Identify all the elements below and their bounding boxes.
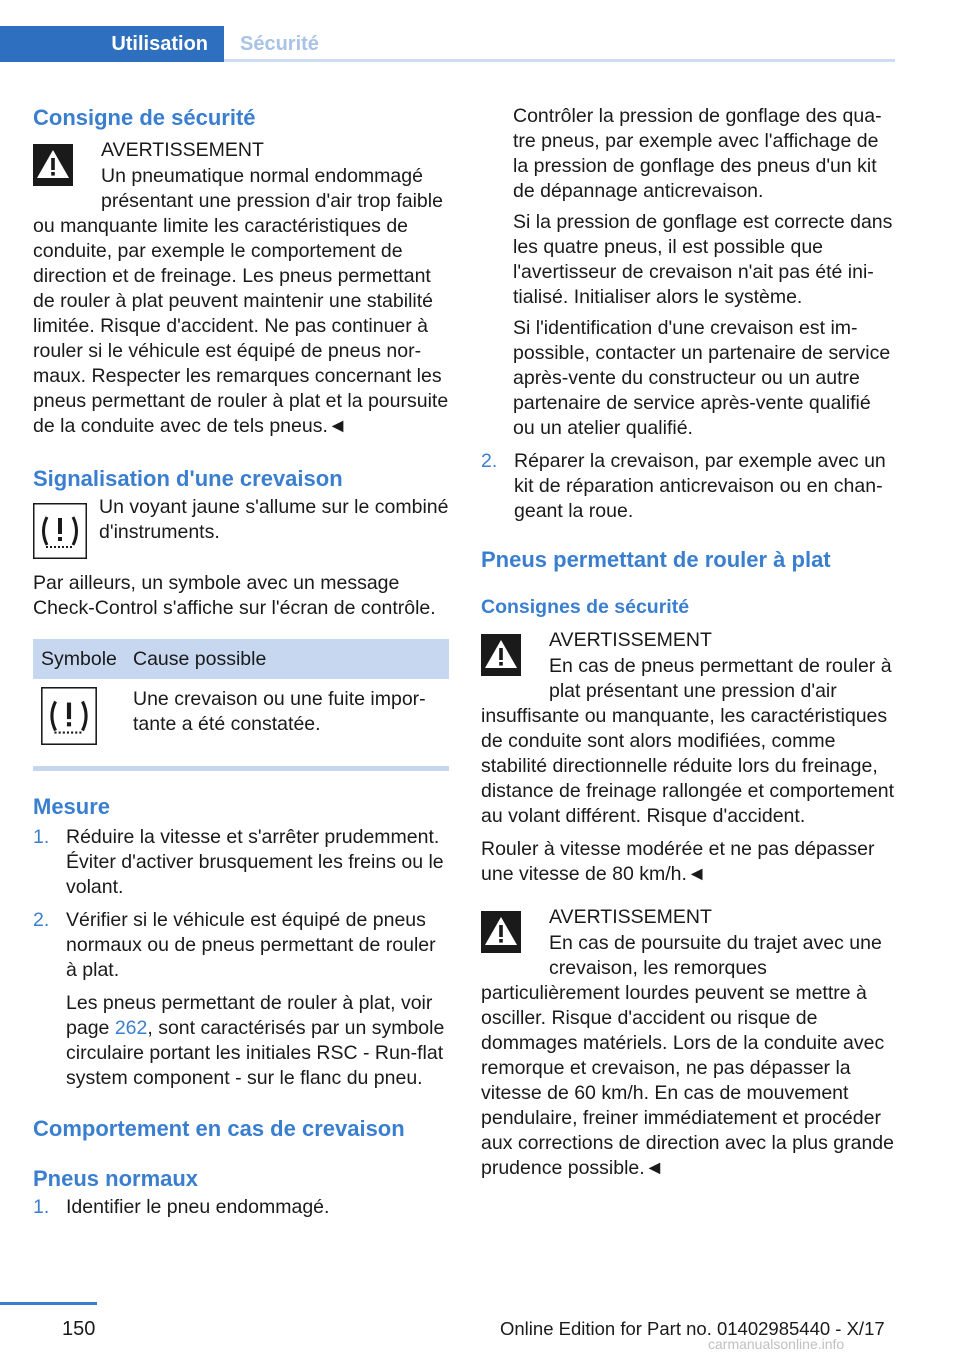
heading-consignes-securite: Consignes de sécurité <box>481 596 690 618</box>
table-header-symbole: Symbole <box>33 639 125 679</box>
heading-consigne-securite: Consigne de sécurité <box>33 105 256 130</box>
warning-triangle-icon <box>481 911 521 953</box>
right-column <box>481 100 895 1181</box>
warning-text: En cas de poursuite du trajet avec une crevaison, les remorques particulièrement lourdes peuvent se mettre à osciller. Risque d'accident ou risque de dommages matériels. Lors de la conduite avec remorque et crevaison, ne pas dépasser la vitesse de 60 km/h. En cas de mouvement pendulaire, freiner immédiatement et procéder aux corrections de direction avec la plus grande prudence possible.◄ <box>481 932 894 1179</box>
signal-block <box>33 495 449 563</box>
step-number: 2. <box>481 450 498 472</box>
footer-rule <box>0 1302 97 1305</box>
page-number: 150 <box>62 1318 96 1340</box>
continuation-paragraph-1: Contrôler la pression de gonflage des quatre pneus, par exemple avec l'affichage de la pression de gonflage des pneus d'un kit de dépannage anticrevaison. <box>513 105 882 202</box>
watermark: carmanualsonline.info <box>708 1336 845 1352</box>
normaux-steps <box>33 1195 449 1220</box>
table-cell-cause: Une crevaison ou une fuite importante a été constatée. <box>133 688 426 735</box>
warning-text: Un pneumatique normal endommagé présentant une pression d'air trop faible ou manquante limite les caractéristiques de conduite, par exemple le comportement de direction et de freinage. Les pneus permettant de rouler à plat peuvent maintenir une stabilité limitée. Risque d'accident. Ne pas continuer à rouler si le véhicule est équipé de pneus normaux. Respecter les remarques concernant les pneus permettant de rouler à plat et la poursuite de la conduite avec de tels pneus.◄ <box>33 165 449 437</box>
warning-block-2 <box>481 626 895 887</box>
step-text: Identifier le pneu endommagé. <box>66 1196 330 1218</box>
warning-triangle-icon <box>33 144 73 186</box>
warning-block-3 <box>481 903 895 1181</box>
step-text: Vérifier si le véhicule est équipé de pneus normaux ou de pneus permettant de rouler à plat. <box>66 909 436 981</box>
mesure-note-b: , sont caractérisés par un symbole circulaire portant les initiales RSC - Run-flat system component - sur le flanc du pneu. <box>66 1017 445 1089</box>
table-bottom-rule <box>33 766 449 771</box>
heading-pneus-rouler-a-plat: Pneus permettant de rouler à plat <box>481 547 831 572</box>
step-text: Réduire la vitesse et s'arrêter prudemment. Éviter d'activer brusquement les freins ou le volant. <box>66 826 444 898</box>
heading-mesure: Mesure <box>33 794 111 819</box>
edition-note: Online Edition for Part no. 01402985440 - X/17 <box>500 1318 885 1339</box>
continuation-paragraph-3: Si l'identification d'une crevaison est impossible, contacter un partenaire de service après-vente du constructeur ou un autre partenaire de service après-vente qualifié ou un atelier qualifié. <box>513 317 891 439</box>
header-rule <box>224 59 895 62</box>
step-number: 1. <box>33 1196 50 1218</box>
table-row <box>33 679 449 760</box>
normaux-steps-cont <box>481 449 895 524</box>
signal-text-2: Par ailleurs, un symbole avec un message Check-Control s'affiche sur l'écran de contrôle. <box>33 572 436 619</box>
warning-title: AVERTISSEMENT <box>549 906 712 928</box>
warning-title: AVERTISSEMENT <box>549 629 712 651</box>
page-link-262[interactable]: 262 <box>114 1017 148 1039</box>
heading-pneus-normaux: Pneus normaux <box>33 1166 199 1191</box>
signal-text: Un voyant jaune s'allume sur le combiné d'instruments. <box>99 496 449 543</box>
page-header <box>0 26 895 62</box>
warning-text-2: Rouler à vitesse modérée et ne pas dépasser une vitesse de 80 km/h.◄ <box>481 838 875 885</box>
section-tab-utilisation[interactable]: Utilisation <box>0 26 224 62</box>
list-item <box>33 1195 449 1220</box>
symbol-table <box>33 639 449 771</box>
tire-pressure-warning-icon <box>41 687 97 745</box>
table-header-cause: Cause possible <box>125 639 449 679</box>
warning-block-1 <box>33 136 449 439</box>
mesure-note-a: Les pneus permettant de rouler à plat, voir page <box>66 992 433 1039</box>
list-item <box>33 908 449 983</box>
warning-title: AVERTISSEMENT <box>101 139 264 161</box>
list-item <box>33 825 449 900</box>
step-number: 2. <box>33 909 50 931</box>
continuation-paragraph-2: Si la pression de gonflage est correcte dans les quatre pneus, il est possible que l'avertisseur de crevaison n'ait pas été initialisé. Initialiser alors le système. <box>513 211 893 308</box>
tire-pressure-warning-icon <box>33 503 87 559</box>
mesure-steps <box>33 825 449 983</box>
warning-triangle-icon <box>481 634 521 676</box>
heading-signalisation: Signalisation d'une crevaison <box>33 466 343 491</box>
warning-text: En cas de pneus permettant de rouler à plat présentant une pression d'air insuffisante ou manquante, les caractéristiques de conduite sont alors modifiées, comme stabilité directionnelle réduite lors du freinage, distance de freinage rallongée et comportement au volant différent. Risque d'accident. <box>481 655 895 827</box>
table-cell-symbol <box>33 679 125 760</box>
left-column <box>33 100 449 1220</box>
step-text: Réparer la crevaison, par exemple avec un kit de réparation anticrevaison ou en changeant la roue. <box>514 450 886 522</box>
list-item <box>481 449 895 524</box>
step-number: 1. <box>33 826 50 848</box>
section-tab-securite[interactable]: Sécurité <box>240 32 319 55</box>
heading-comportement: Comportement en cas de crevaison <box>33 1116 405 1141</box>
mesure-note <box>33 991 449 1091</box>
